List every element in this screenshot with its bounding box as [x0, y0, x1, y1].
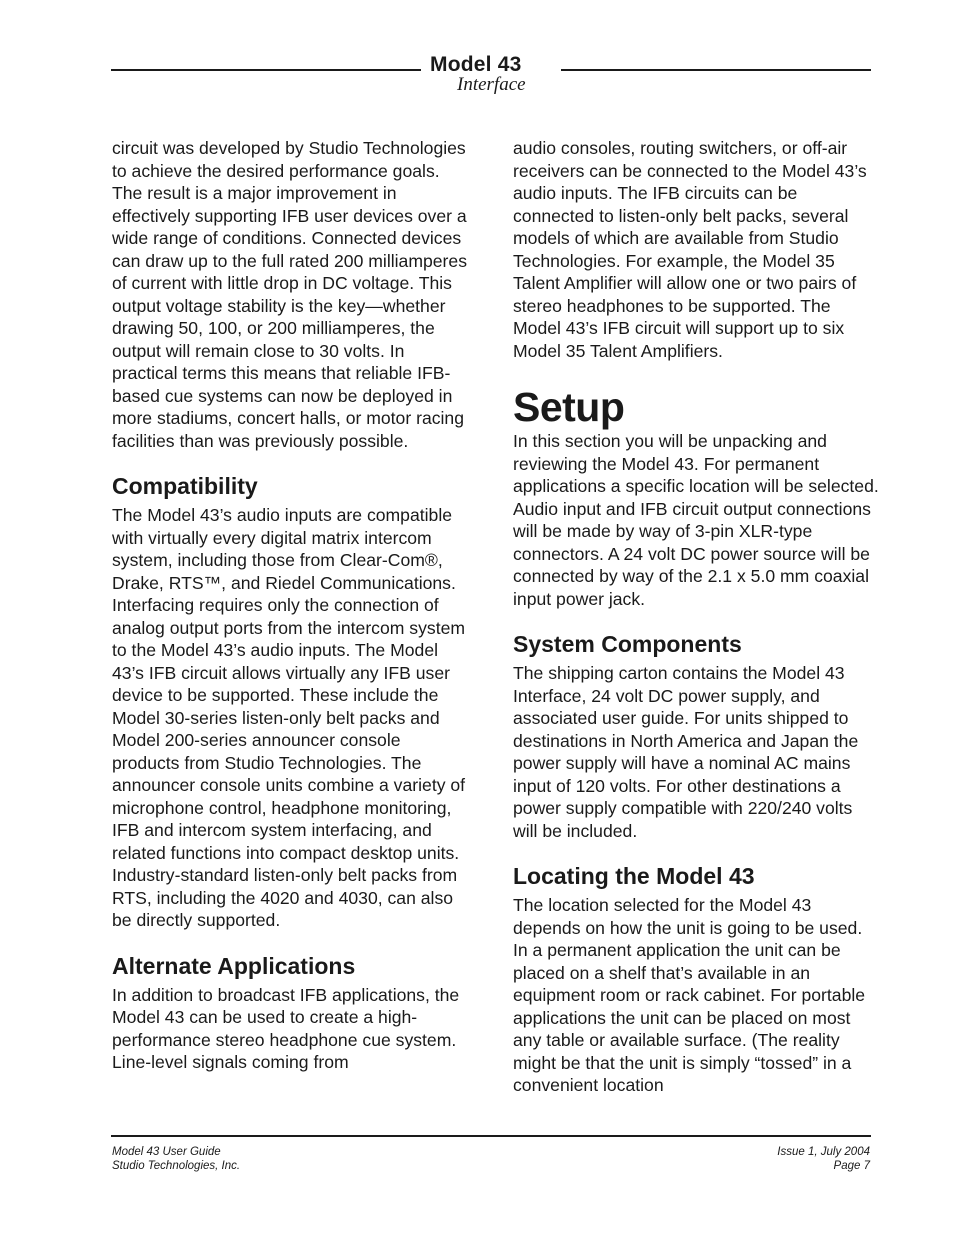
- paragraph-audio-consoles: audio consoles, routing switchers, or off-air receivers can be connected to the Model 43’s audio inputs. The IFB circuits can be connected to listen-only belt packs, several models of which are available from Studio Technologies. For example, the Model 35 Talent Amplifier will allow one or two pairs of stereo headphones to be supported. The Model 43’s IFB circuit will support up to six Model 35 Talent Amplifiers.: [513, 138, 867, 361]
- footer-rule: [111, 1135, 871, 1137]
- footer-page-number: Page 7: [833, 1160, 870, 1172]
- heading-setup: Setup: [513, 384, 625, 430]
- product-logo: [430, 54, 550, 94]
- paragraph-system-components: The shipping carton contains the Model 43 Interface, 24 volt DC power supply, and associated user guide. For units shipped to destinations in North America and Japan the power supply will have a nominal AC mains input of 120 volts. For other destinations a power supply compatible with 220/240 volts will be included.: [513, 663, 859, 841]
- heading-compatibility: Compatibility: [112, 473, 258, 499]
- logo-subtitle: Interface: [457, 74, 526, 95]
- footer-guide-title: Model 43 User Guide: [112, 1146, 221, 1158]
- footer-right: [777, 1145, 870, 1173]
- heading-alternate-applications: Alternate Applications: [112, 952, 356, 979]
- logo-title: Model 43: [430, 53, 522, 76]
- footer-issue: Issue 1, July 2004: [777, 1146, 870, 1158]
- paragraph-setup: In this section you will be unpacking and reviewing the Model 43. For permanent applications a specific location will be selected. Audio input and IFB circuit output connections will be made by way of 3-pin XLR-type connectors. A 24 volt DC power source will be connected by way of the 2.1 x 5.0 mm coaxial input power jack.: [513, 431, 879, 609]
- paragraph-compatibility: The Model 43’s audio inputs are compatible with virtually every digital matrix intercom system, including those from Clear-Com®, Drake, RTS™, and Riedel Communications. Interfacing requires only the connection of analog output ports from the intercom system to the Model 43’s audio inputs. The Model 43’s IFB circuit allows virtually any IFB user device to be supported. These include the Model 30-series listen-only belt packs and Model 200-series announcer console products from Studio Technologies. The announcer console units combine a variety of microphone control, headphone monitoring, IFB and intercom system interfacing, and related functions into compact desktop units. Industry-standard listen-only belt packs from RTS, including the 4020 and 4030, can also be directly supported.: [112, 505, 466, 930]
- footer-company: Studio Technologies, Inc.: [112, 1160, 241, 1172]
- paragraph-ifb-circuit: circuit was developed by Studio Technologies to achieve the desired performance goals. The result is a major improvement in effectively supporting IFB user devices over a wide range of conditions. Connected devices can draw up to the full rated 200 milliamperes of current with little drop in DC voltage. This output voltage stability is the key—whether drawing 50, 100, or 200 milliamperes, the output will remain close to 30 volts. In practical terms this means that reliable IFB-based cue systems can now be deployed in more stadiums, concert halls, or motor racing facilities than was previously possible.: [112, 138, 467, 451]
- heading-system-components: System Components: [513, 631, 742, 657]
- paragraph-locating: The location selected for the Model 43 depends on how the unit is going to be used. In a permanent application the unit can be placed on a shelf that’s available in an equipment room or rack cabinet. For portable applications the unit can be placed on most any table or available surface. (The reality might be that the unit is simply “tossed” in a convenient location: [513, 895, 866, 1095]
- footer-left: [112, 1145, 240, 1173]
- header-rule-left: [111, 69, 421, 71]
- right-column: [513, 137, 879, 1097]
- heading-locating: Locating the Model 43: [513, 863, 755, 889]
- left-column: [112, 137, 472, 1074]
- header-rule-right: [561, 69, 871, 71]
- paragraph-alternate-applications: In addition to broadcast IFB applications, the Model 43 can be used to create a high-performance stereo headphone cue system. Line-level signals coming from: [112, 984, 460, 1072]
